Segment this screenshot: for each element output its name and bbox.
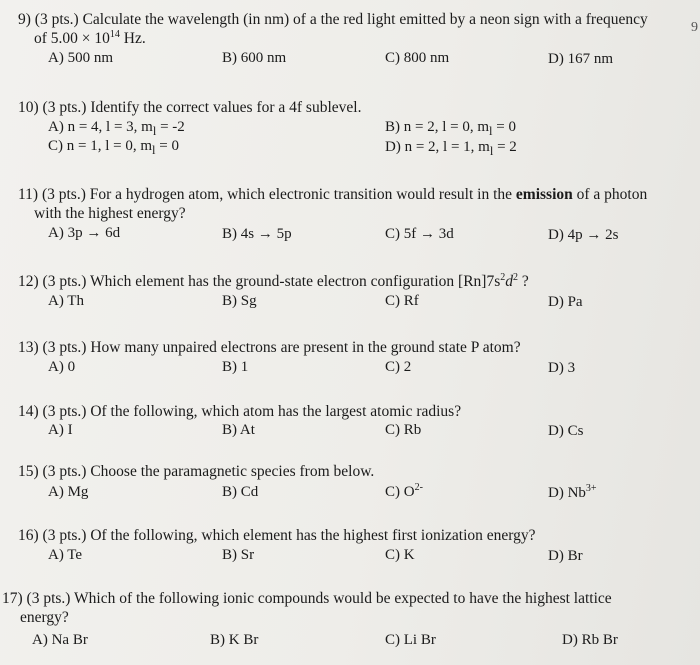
option-b[interactable]: B) K Br <box>210 632 259 648</box>
option-c[interactable]: C) $O^{2-}$ <box>385 482 423 500</box>
option-d[interactable]: D) 4p → 2s <box>548 227 619 243</box>
option-c[interactable]: C) Li Br <box>385 632 436 648</box>
option-c[interactable]: C) Rb <box>385 422 422 438</box>
question-text: with the highest energy? <box>34 205 186 222</box>
question-text: 17) (3 pts.) Which of the following ionic compounds would be expected to have the highest lattice <box>2 590 612 607</box>
question-text: 13) (3 pts.) How many unpaired electrons are present in the ground state P atom? <box>18 339 521 356</box>
option-c[interactable]: C) 2 <box>385 359 412 375</box>
option-b[interactable]: B) n = 2, l = 0, $m_l = 0$ <box>385 119 516 138</box>
question-text: 15) (3 pts.) Choose the paramagnetic species from below. <box>18 463 375 480</box>
option-a[interactable]: A) Te <box>48 547 83 563</box>
option-c[interactable]: C) 5f → 3d <box>385 226 454 242</box>
question-text: 12) (3 pts.) Which element has the ground-state electron configuration $[Rn]7s^2d^2$ ? <box>18 272 529 290</box>
option-d[interactable]: D) Pa <box>548 294 583 310</box>
question-text: of $5.00 \times 10^{14}$ Hz. <box>34 29 146 47</box>
option-d[interactable]: D) $Nb^{3+}$ <box>548 483 597 501</box>
option-d[interactable]: D) Rb Br <box>562 632 618 648</box>
question-text: 10) (3 pts.) Identify the correct values for a 4f sublevel. <box>18 99 362 116</box>
option-b[interactable]: B) Sg <box>222 293 257 309</box>
option-d[interactable]: D) 167 nm <box>548 51 613 67</box>
option-d[interactable]: D) 3 <box>548 360 576 376</box>
option-d[interactable]: D) n = 2, l = 1, $m_l = 2$ <box>385 139 517 158</box>
option-c[interactable]: C) K <box>385 547 415 563</box>
option-b[interactable]: B) 4s → 5p <box>222 226 292 242</box>
option-d[interactable]: D) Br <box>548 548 583 564</box>
option-b[interactable]: B) 1 <box>222 359 249 375</box>
option-a[interactable]: A) 3p → 6d <box>48 225 121 241</box>
option-a[interactable]: A) Mg <box>48 484 89 500</box>
option-c[interactable]: C) n = 1, l = 0, $m_l = 0$ <box>48 138 179 157</box>
question-text: 9) (3 pts.) Calculate the wavelength (in nm) of a the red light emitted by a neon sign with a frequency <box>18 11 648 28</box>
question-text: 16) (3 pts.) Of the following, which element has the highest first ionization energy? <box>18 527 536 544</box>
option-a[interactable]: A) 500 nm <box>48 50 113 66</box>
option-a[interactable]: A) 0 <box>48 359 76 375</box>
option-b[interactable]: B) At <box>222 422 255 438</box>
option-b[interactable]: B) 600 nm <box>222 50 287 66</box>
option-c[interactable]: C) 800 nm <box>385 50 450 66</box>
cropped-page-number: 9 <box>691 20 698 35</box>
option-b[interactable]: B) Sr <box>222 547 255 563</box>
option-c[interactable]: C) Rf <box>385 293 419 309</box>
option-a[interactable]: A) Na Br <box>32 632 88 648</box>
question-text: energy? <box>20 609 69 626</box>
option-d[interactable]: D) Cs <box>548 423 584 439</box>
option-a[interactable]: A) I <box>48 422 73 438</box>
option-a[interactable]: A) Th <box>48 293 84 309</box>
question-text: 14) (3 pts.) Of the following, which atom has the largest atomic radius? <box>18 403 462 420</box>
option-a[interactable]: A) n = 4, l = 3, $m_l = -2$ <box>48 119 185 138</box>
question-text: 11) (3 pts.) For a hydrogen atom, which electronic transition would result in the emission of a photon <box>18 186 648 203</box>
option-b[interactable]: B) Cd <box>222 484 259 500</box>
